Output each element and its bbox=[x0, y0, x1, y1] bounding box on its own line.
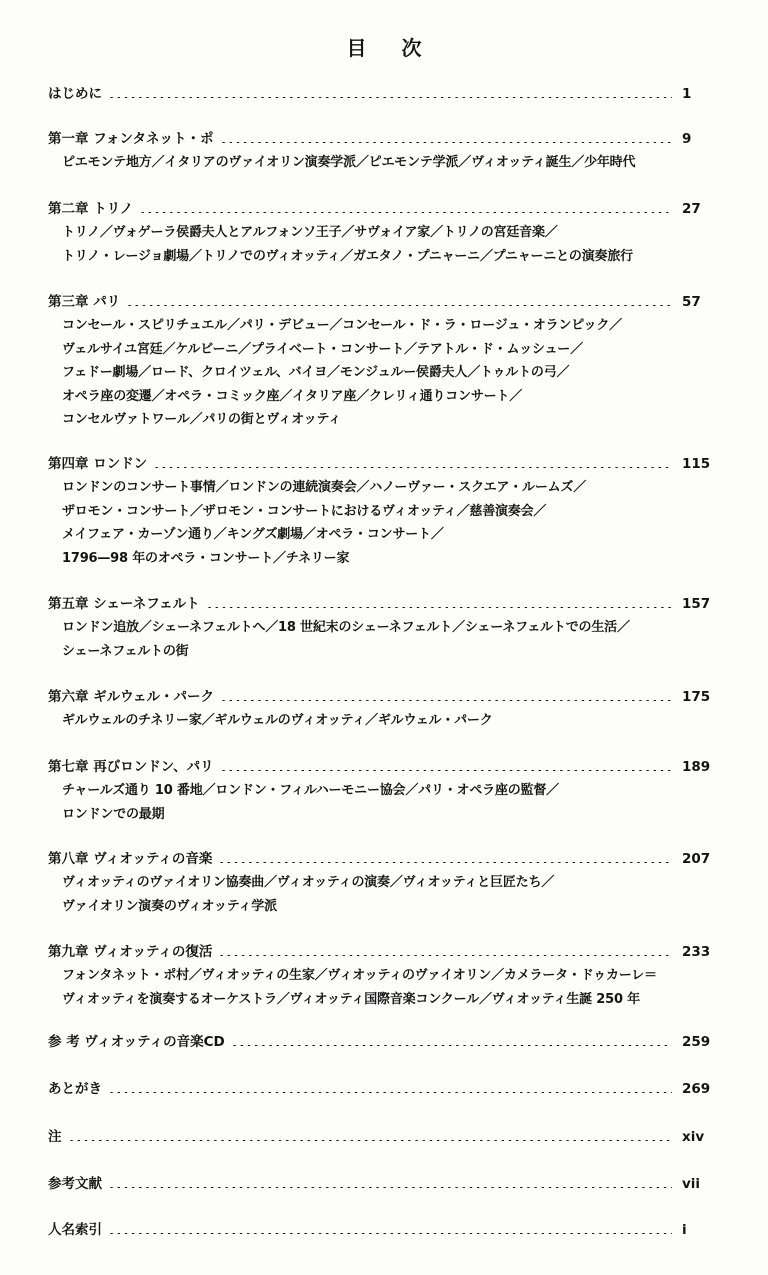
toc-entry-page-number: 269 bbox=[682, 1081, 711, 1097]
toc-subsections bbox=[62, 964, 742, 1011]
dot-leader bbox=[153, 467, 672, 468]
toc-entry-heading[interactable] bbox=[48, 592, 711, 616]
toc-subsection-line: コンセール・スピリチュエル／パリ・デビュー／コンセール・ド・ラ・ロージュ・オランピック／ bbox=[62, 318, 622, 333]
dot-leader bbox=[218, 862, 672, 863]
toc-entry-heading[interactable] bbox=[48, 82, 692, 106]
toc-entry-heading[interactable] bbox=[48, 1125, 705, 1149]
toc-entry-label: 第五章 シェーネフェルト bbox=[48, 596, 200, 612]
dot-leader bbox=[218, 955, 672, 956]
toc-entry-label: 第一章 フォンタネット・ポ bbox=[48, 131, 214, 147]
dot-leader bbox=[231, 1045, 672, 1046]
toc-entry-heading[interactable] bbox=[48, 1030, 711, 1054]
toc-entry-page-number: 57 bbox=[682, 294, 701, 310]
toc-subsection-line: ロンドンでの最期 bbox=[62, 806, 165, 822]
toc-entry-heading[interactable] bbox=[48, 940, 711, 964]
toc-entry-label: 第二章 トリノ bbox=[48, 201, 134, 217]
toc-entry-page-number: 189 bbox=[682, 759, 711, 775]
toc-entry-page-number: 115 bbox=[682, 456, 711, 472]
toc-entry-label: 第七章 再びロンドン、パリ bbox=[48, 759, 214, 775]
toc-subsection-line: オペラ座の変遷／オペラ・コミック座／イタリア座／クレリィ通りコンサート／ bbox=[62, 388, 523, 404]
toc-entry-heading[interactable] bbox=[48, 847, 711, 871]
toc-entry-heading[interactable] bbox=[48, 1172, 701, 1196]
dot-leader bbox=[220, 142, 673, 143]
toc-subsection-line: ヴェルサイユ宮廷／ケルビーニ／プライベート・コンサート／テアトル・ド・ムッシュー／ bbox=[62, 341, 583, 357]
toc-entry-label: 第三章 パリ bbox=[48, 294, 121, 310]
toc-subsection-line: フォンタネット・ポ村／ヴィオッティの生家／ヴィオッティのヴァイオリン／カメラータ・ドゥカーレ＝ bbox=[62, 968, 657, 983]
toc-subsection-line: 1796—98 年のオペラ・コンサート／チネリー家 bbox=[62, 550, 350, 566]
dot-leader bbox=[126, 305, 672, 306]
toc-entry-label: 参考文献 bbox=[48, 1176, 102, 1192]
toc-entry-label: 参 考 ヴィオッティの音楽CD bbox=[48, 1034, 225, 1050]
toc-entry-label: はじめに bbox=[48, 86, 102, 102]
toc-entry-heading[interactable] bbox=[48, 290, 701, 314]
dot-leader bbox=[139, 212, 672, 213]
toc-entry-label: 第九章 ヴィオッティの復活 bbox=[48, 944, 213, 960]
toc-entry-heading[interactable] bbox=[48, 452, 711, 476]
toc-entry-page-number: i bbox=[682, 1222, 687, 1238]
toc-entry-heading[interactable] bbox=[48, 127, 692, 151]
toc-entry-page-number: xiv bbox=[682, 1129, 705, 1145]
toc-entry-heading[interactable] bbox=[48, 197, 701, 221]
toc-entry-page-number: 157 bbox=[682, 596, 711, 612]
toc-entry-label: 第四章 ロンドン bbox=[48, 456, 148, 472]
dot-leader bbox=[108, 97, 672, 98]
toc-entry-page-number: 27 bbox=[682, 201, 701, 217]
toc-subsections bbox=[62, 616, 742, 663]
dot-leader bbox=[220, 770, 672, 771]
toc-subsections bbox=[62, 779, 742, 826]
toc-entry-page-number: 207 bbox=[682, 851, 711, 867]
toc-entry-page-number: 1 bbox=[682, 86, 692, 102]
toc-entry-page-number: 9 bbox=[682, 131, 692, 147]
toc-entry-label: 第六章 ギルウェル・パーク bbox=[48, 689, 215, 705]
toc-subsections bbox=[62, 871, 742, 918]
toc-subsection-line: シェーネフェルトの街 bbox=[62, 643, 189, 659]
toc-entry-label: あとがき bbox=[48, 1081, 102, 1097]
toc-subsection-line: ヴァイオリン演奏のヴィオッティ学派 bbox=[62, 898, 277, 914]
toc-entry-page-number: 233 bbox=[682, 944, 711, 960]
toc-subsection-line: ザロモン・コンサート／ザロモン・コンサートにおけるヴィオッティ／慈善演奏会／ bbox=[62, 503, 547, 519]
toc-subsection-line: ロンドン追放／シェーネフェルトへ／18 世紀末のシェーネフェルト／シェーネフェルトでの生活／ bbox=[62, 620, 630, 635]
toc-subsection-line: ヴィオッティのヴァイオリン協奏曲／ヴィオッティの演奏／ヴィオッティと巨匠たち／ bbox=[62, 875, 555, 890]
toc-entry-heading[interactable] bbox=[48, 755, 711, 779]
toc-subsection-line: ギルウェルのチネリー家／ギルウェルのヴィオッティ／ギルウェル・パーク bbox=[62, 713, 493, 728]
toc-entry-label: 人名索引 bbox=[48, 1222, 102, 1238]
toc-subsection-line: ピエモンテ地方／イタリアのヴァイオリン演奏学派／ピエモンテ学派／ヴィオッティ誕生／少年時代 bbox=[62, 155, 636, 170]
dot-leader bbox=[108, 1233, 672, 1234]
toc-entry-heading[interactable] bbox=[48, 685, 711, 709]
dot-leader bbox=[206, 607, 672, 608]
toc-subsection-line: フェドー劇場／ロード、クロイツェル、バイヨ／モンジュルー侯爵夫人／トゥルトの弓／ bbox=[62, 365, 570, 380]
dot-leader bbox=[108, 1187, 672, 1188]
dot-leader bbox=[220, 700, 672, 701]
toc-subsection-line: コンセルヴァトワール／パリの街とヴィオッティ bbox=[62, 412, 342, 427]
dot-leader bbox=[108, 1092, 672, 1093]
toc-subsection-line: メイフェア・カーゾン通り／キングズ劇場／オペラ・コンサート／ bbox=[62, 527, 444, 542]
toc-subsection-line: ヴィオッティを演奏するオーケストラ／ヴィオッティ国際音楽コンクール／ヴィオッティ生誕 250 年 bbox=[62, 991, 640, 1007]
toc-entry-label: 第八章 ヴィオッティの音楽 bbox=[48, 851, 213, 867]
toc-entry-page-number: vii bbox=[682, 1176, 701, 1192]
toc-entry-page-number: 175 bbox=[682, 689, 711, 705]
toc-subsections bbox=[62, 314, 742, 432]
toc-title: 目 次 bbox=[346, 36, 436, 60]
toc-subsection-line: トリノ／ヴォゲーラ侯爵夫人とアルフォンソ王子／サヴォイア家／トリノの宮廷音楽／ bbox=[62, 225, 558, 240]
toc-entry-heading[interactable] bbox=[48, 1218, 687, 1242]
dot-leader bbox=[68, 1140, 673, 1141]
toc-entry-heading[interactable] bbox=[48, 1077, 711, 1101]
toc-subsections bbox=[62, 709, 742, 733]
toc-subsections bbox=[62, 151, 742, 175]
toc-subsections bbox=[62, 476, 742, 570]
toc-subsection-line: ロンドンのコンサート事情／ロンドンの連続演奏会／ハノーヴァー・スクエア・ルームズ／ bbox=[62, 480, 587, 495]
toc-subsection-line: トリノ・レージョ劇場／トリノでのヴィオッティ／ガエタノ・プニャーニ／プニャーニとの演奏旅行 bbox=[62, 248, 633, 264]
toc-subsections bbox=[62, 221, 742, 268]
toc-entry-label: 注 bbox=[48, 1129, 62, 1145]
toc-subsection-line: チャールズ通り 10 番地／ロンドン・フィルハーモニー協会／パリ・オペラ座の監督／ bbox=[62, 783, 559, 798]
toc-entry-page-number: 259 bbox=[682, 1034, 711, 1050]
